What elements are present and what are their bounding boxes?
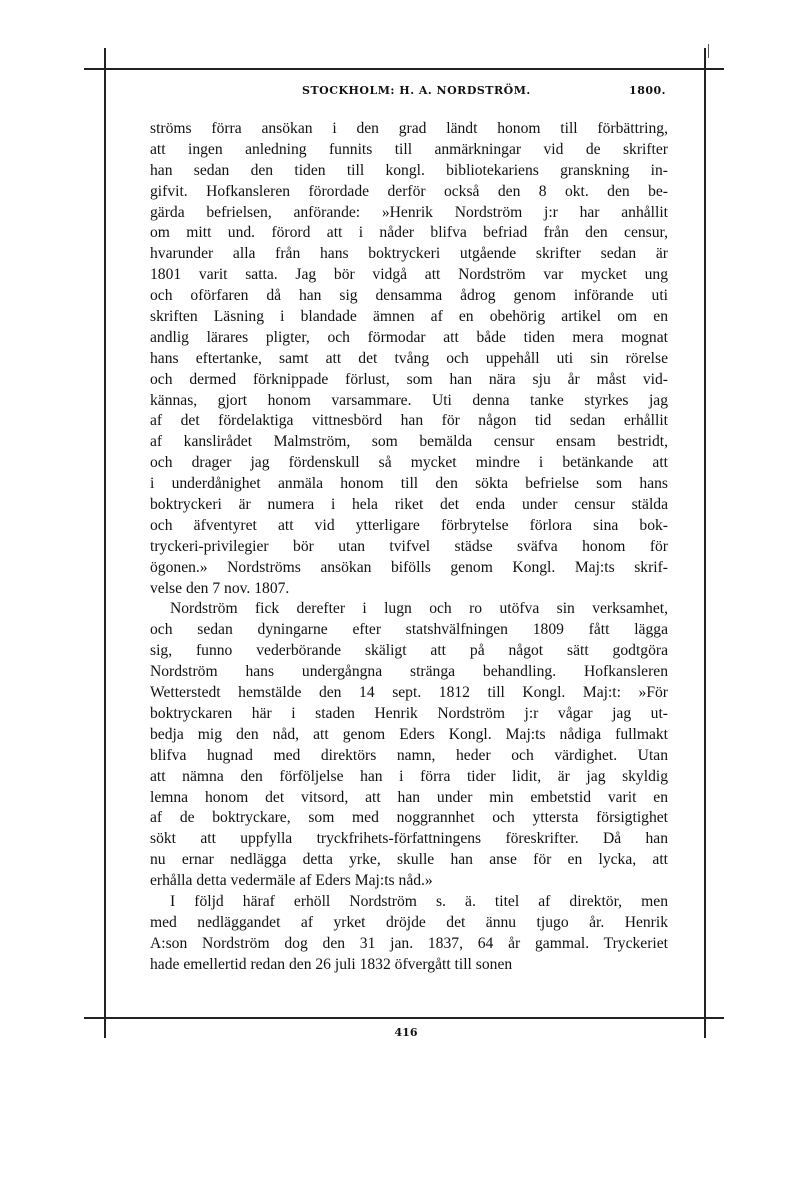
text-line: kännas, gjort honom varsammare. Uti denna tanke styrkes jag <box>150 391 668 409</box>
left-frame-rule <box>104 48 106 1038</box>
text-line: Nordström hans undergångna stränga behandling. Hofkansleren <box>150 663 668 681</box>
text-line: och dermed förknippade förlust, som han nära sju år måst vid- <box>150 370 668 388</box>
top-frame-rule <box>84 68 724 70</box>
text-line: boktryckaren här i staden Henrik Nordström j:r vågar jag ut- <box>150 704 668 722</box>
text-line: ögonen.» Nordströms ansökan bifölls genom Kongl. Maj:ts skrif- <box>150 558 668 576</box>
text-line: hvarunder alla från hans boktryckeri utgående skrifter sedan är <box>150 245 668 263</box>
text-line: gärda befrielsen, anförande: »Henrik Nordström j:r har anhållit <box>150 203 668 221</box>
text-line: att ingen anledning funnits till anmärkningar vid de skrifter <box>150 140 668 158</box>
right-frame-rule <box>704 48 706 1038</box>
text-line: han sedan den tiden till kongl. bibliotekariens granskning in- <box>150 161 668 179</box>
text-line: blifva hugnad med direktörs namn, heder och värdighet. Utan <box>150 746 668 764</box>
text-line: och äfventyret att vid ytterligare förbrytelse förlora sina bok- <box>150 516 668 534</box>
text-line: 1801 varit satta. Jag bör vidgå att Nordström var mycket ung <box>150 266 668 284</box>
text-line: sökt att uppfylla tryckfrihets-författningens föreskrifter. Då han <box>150 830 668 848</box>
corner-tick-mark <box>708 44 709 58</box>
text-line: och oförfaren då han sig densamma ådrog genom införande uti <box>150 287 668 305</box>
text-line: tryckeri-privilegier bör utan tvifvel städse sväfva honom för <box>150 537 668 555</box>
text-line: andlig lärares pligter, och förmodar att både tiden mera mognat <box>150 328 668 346</box>
year-label: 1800. <box>629 84 666 97</box>
text-line: erhålla detta vedermäle af Eders Maj:ts nåd.» <box>150 872 433 890</box>
text-line: i underdånighet anmäla honom till den sökta befrielse som hans <box>150 475 668 493</box>
text-line: med nedläggandet af yrket dröjde det ännu tjugo år. Henrik <box>150 913 668 931</box>
text-line: lemna honom det vitsord, att han under min embetstid varit en <box>150 788 668 806</box>
text-line: Nordström fick derefter i lugn och ro utöfva sin verksamhet, <box>170 600 668 618</box>
text-line: I följd häraf erhöll Nordström s. ä. titel af direktör, men <box>170 892 668 910</box>
page-number: 416 <box>394 1026 418 1039</box>
text-line: velse den 7 nov. 1807. <box>150 579 290 597</box>
text-line: om mitt und. förord att i nåder blifva befriad från den censur, <box>150 224 668 242</box>
text-line: skriften Läsning i blandade ämnen af en obehörig artikel om en <box>150 308 668 326</box>
text-line: af kanslirådet Malmström, som bemälda censur ensam bestridt, <box>150 433 668 451</box>
text-line: gifvit. Hofkansleren förordade derför också den 8 okt. den be- <box>150 182 668 200</box>
text-line: och drager jag fördenskull så mycket mindre i betänkande att <box>150 454 668 472</box>
body-text <box>150 119 668 976</box>
text-line: ströms förra ansökan i den grad ländt honom till förbättring, <box>150 120 668 137</box>
text-line: att nämna den förföljelse han i förra tider lidit, är jag skyldig <box>150 767 668 785</box>
publisher-imprint: STOCKHOLM: H. A. NORDSTRÖM. <box>302 84 531 97</box>
text-line: Wetterstedt hemstälde den 14 sept. 1812 till Kongl. Maj:t: »För <box>150 684 668 702</box>
text-line: och sedan dyningarne efter statshvälfningen 1809 fått lägga <box>150 621 668 639</box>
text-line: sig, funno vederbörande skäligt att på något sätt godtgöra <box>150 642 668 660</box>
text-line: A:son Nordström dog den 31 jan. 1837, 64 år gammal. Tryckeriet <box>150 934 668 952</box>
text-line: hans eftertanke, samt att det tvång och uppehåll uti sin rörelse <box>150 349 668 367</box>
text-line: hade emellertid redan den 26 juli 1832 öfvergått till sonen <box>150 955 513 973</box>
bottom-frame-rule <box>84 1017 724 1019</box>
text-line: af de boktryckare, som med noggrannhet och yttersta försigtighet <box>150 809 668 827</box>
text-line: boktryckeri är numera i hela riket det enda under censur stälda <box>150 496 668 514</box>
text-line: bedja mig den nåd, att genom Eders Kongl. Maj:ts nådiga fullmakt <box>150 725 668 743</box>
text-line: nu ernar nedlägga detta yrke, skulle han anse för en lycka, att <box>150 851 668 869</box>
text-line: af det fördelaktiga vittnesbörd han för någon tid sedan erhållit <box>150 412 668 430</box>
